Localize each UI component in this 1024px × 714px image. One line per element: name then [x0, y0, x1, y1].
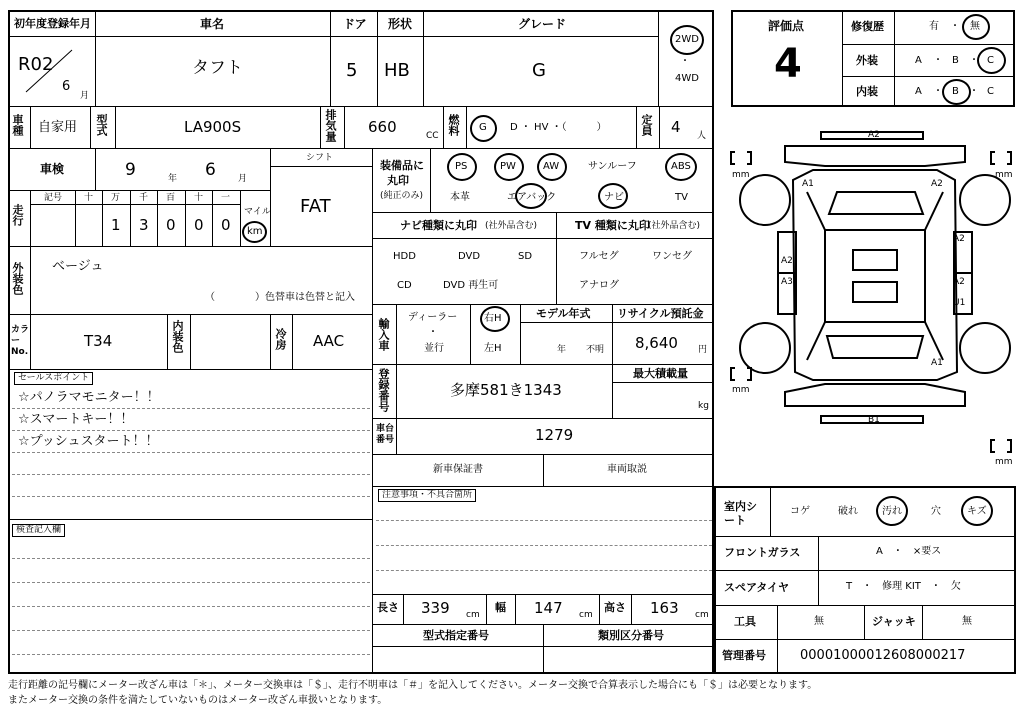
- damage-mark: A2: [953, 234, 965, 244]
- equip-navi: ナビ: [604, 192, 624, 203]
- divider: [714, 536, 1016, 537]
- tv-analog: アナログ: [579, 280, 619, 291]
- damage-mark: A2: [781, 256, 793, 266]
- seat-item: キズ: [967, 506, 987, 517]
- dim-unit: cm: [579, 610, 593, 620]
- disp-label: 排気量: [324, 109, 337, 142]
- divider: [842, 44, 1015, 45]
- tv-label: TV 種類に丸印: [575, 219, 650, 232]
- width-value: 147: [534, 599, 563, 617]
- import-label: 輸入車: [377, 318, 390, 351]
- divider: [95, 148, 96, 190]
- grade-c: C: [987, 86, 994, 97]
- mileage-unit-3: 百: [166, 193, 176, 203]
- ac-label: 冷房: [274, 328, 287, 350]
- seat-item: 汚れ: [882, 506, 902, 517]
- equip-label-1: 装備品に: [380, 159, 424, 172]
- drive-dot: ・: [680, 56, 690, 67]
- use-label: 車種: [11, 114, 24, 136]
- divider: [556, 212, 557, 304]
- import-dealer: ディーラー: [408, 312, 458, 323]
- chassis-label: 車台番号: [376, 424, 395, 445]
- cap-label: 定員: [640, 114, 653, 136]
- cap-unit: 人: [697, 131, 707, 141]
- divider: [612, 382, 714, 383]
- divider: [8, 369, 372, 370]
- divider: [75, 190, 76, 246]
- drive-4wd: 4WD: [675, 73, 699, 84]
- divider: [8, 36, 658, 37]
- grade-value: G: [532, 60, 546, 81]
- ruled-line: [12, 408, 370, 409]
- disp-unit: CC: [426, 131, 439, 141]
- equip-airbag: エアバック: [507, 192, 557, 203]
- mm-label: mm: [732, 170, 750, 180]
- divider: [372, 212, 714, 213]
- grade-dot: ・: [969, 55, 979, 66]
- divider: [894, 10, 895, 107]
- navi-sd: SD: [518, 251, 533, 262]
- seat-item: 穴: [931, 506, 941, 517]
- recycle-label: リサイクル預託金: [617, 307, 704, 320]
- fuel-options: D ・ HV ・（ ）: [510, 122, 607, 133]
- divider: [842, 10, 843, 107]
- divider: [8, 246, 372, 247]
- ruled-line: [12, 452, 370, 453]
- km-label: km: [247, 226, 263, 237]
- tv-full: フルセグ: [579, 251, 619, 262]
- mileage-unit-5: 一: [221, 193, 231, 203]
- divider: [30, 204, 240, 205]
- mileage-digit: 0: [166, 216, 176, 234]
- tv-one: ワンセグ: [652, 251, 692, 262]
- dim-unit: cm: [466, 610, 480, 620]
- footer-note: またメーター交換の条件を満たしていないものはメーター改ざん車扱いとなります。: [8, 695, 388, 706]
- damage-mark: A1: [931, 358, 943, 368]
- drive-2wd: 2WD: [675, 34, 699, 45]
- plate-label: 登録番号: [377, 368, 390, 412]
- exterior-label: 外装色: [11, 262, 24, 295]
- grade-b: B: [952, 55, 959, 66]
- use-value: 自家用: [38, 120, 78, 135]
- divider: [714, 639, 1016, 640]
- damage-mark: A3: [781, 277, 793, 287]
- divider: [377, 10, 378, 106]
- tool-label: 工具: [734, 615, 756, 628]
- divider: [270, 148, 271, 246]
- divider: [190, 314, 191, 369]
- divider: [403, 594, 404, 624]
- divider: [714, 605, 1016, 606]
- import-dot: ・: [428, 327, 438, 338]
- mm-label: mm: [995, 170, 1013, 180]
- dim-unit: cm: [695, 610, 709, 620]
- grade-a: A: [915, 86, 922, 97]
- length-value: 339: [421, 599, 450, 617]
- notes-label: 注意事項・不具合箇所: [378, 489, 476, 502]
- mileage-digit: 1: [111, 216, 121, 234]
- import-right: 右H: [484, 313, 502, 324]
- warranty-new: 新車保証書: [433, 464, 483, 475]
- chassis-value: 1279: [535, 426, 574, 444]
- damage-mark: U1: [953, 298, 966, 308]
- divider: [543, 624, 544, 674]
- mileage-sign-label: 記号: [44, 193, 63, 203]
- divider: [599, 594, 600, 624]
- ruled-line: [376, 545, 712, 546]
- divider: [157, 190, 158, 246]
- navi-dvd: DVD: [458, 251, 481, 262]
- divider: [8, 106, 714, 107]
- ruled-line: [12, 606, 370, 607]
- mileage-label: 走行: [11, 204, 24, 226]
- navi-dvd-play: DVD 再生可: [443, 280, 499, 291]
- door-value: 5: [346, 60, 358, 81]
- damage-mark: A2: [868, 130, 880, 140]
- divider: [631, 594, 632, 624]
- inspection-label: 車検: [40, 162, 65, 176]
- shape-label: 形状: [388, 17, 413, 31]
- divider: [102, 190, 103, 246]
- divider: [320, 106, 321, 148]
- exterior-value: ベージュ: [52, 259, 104, 274]
- reg-month-unit: 月: [80, 91, 90, 101]
- divider: [372, 304, 714, 305]
- color-no-value: T34: [84, 332, 113, 350]
- maxload-label: 最大積載量: [633, 367, 688, 380]
- divider: [30, 190, 31, 246]
- glass-label: フロントガラス: [724, 546, 801, 559]
- divider: [396, 304, 397, 364]
- ruled-line: [12, 430, 370, 431]
- year-unit: 年: [168, 174, 178, 184]
- recycle-value: 8,640: [635, 334, 678, 352]
- equip-label-2: 丸印: [387, 174, 409, 187]
- divider: [659, 106, 660, 148]
- inspection-year: 9: [125, 160, 136, 180]
- interior-color-label: 内装色: [171, 320, 184, 353]
- warranty-manual: 車両取説: [607, 464, 647, 475]
- divider: [167, 314, 168, 369]
- divider: [470, 304, 471, 364]
- equip-label-3: (純正のみ): [380, 191, 424, 201]
- navi-hdd: HDD: [393, 251, 416, 262]
- divider: [372, 418, 714, 419]
- sales-line: ☆プッシュスタート！！: [18, 434, 159, 449]
- divider: [130, 190, 131, 246]
- divider: [466, 106, 467, 148]
- class-number-label: 類別区分番号: [598, 629, 664, 642]
- mileage-digit: 3: [139, 216, 149, 234]
- fuel-g: G: [479, 122, 487, 133]
- equip-abs: ABS: [671, 161, 691, 172]
- model-value: LA900S: [184, 118, 242, 136]
- eval-label: 評価点: [768, 19, 805, 33]
- ruled-line: [376, 520, 712, 521]
- ruled-line: [12, 474, 370, 475]
- mileage-digit: 0: [194, 216, 204, 234]
- repair-no: 無: [970, 21, 980, 32]
- divider: [543, 454, 544, 486]
- divider: [770, 486, 771, 536]
- ruled-line: [12, 630, 370, 631]
- inspection-month: 6: [205, 160, 216, 180]
- divider: [240, 190, 241, 246]
- navi-label: ナビ種類に丸印: [400, 219, 477, 232]
- divider: [8, 519, 372, 520]
- damage-mark: A2: [953, 277, 965, 287]
- mileage-unit-4: 十: [194, 193, 204, 203]
- divider: [922, 605, 923, 639]
- grade-dot: ・: [933, 86, 943, 97]
- import-left: 左H: [484, 343, 502, 354]
- divider: [777, 605, 778, 639]
- equip-aw: AW: [543, 161, 560, 172]
- equip-tv: TV: [675, 192, 688, 203]
- shift-value: FAT: [300, 196, 331, 217]
- divider: [486, 594, 487, 624]
- divider: [372, 148, 373, 674]
- cap-value: 4: [671, 118, 681, 136]
- shape-value: HB: [384, 60, 410, 81]
- seat-label: 室内シート: [724, 500, 757, 528]
- divider: [270, 166, 372, 167]
- damage-mark: B1: [868, 415, 880, 425]
- divider: [658, 10, 659, 106]
- footer-note: 走行距離の記号欄にメーター改ざん車は「＊」、メーター交換車は「＄」、走行不明車は「＃」を記入してください。メーター交換で合算表示した場合にも「＄」は必要となります。: [8, 680, 818, 691]
- equip-pw: PW: [500, 161, 516, 172]
- door-label: ドア: [343, 17, 367, 31]
- jack-value: 無: [962, 616, 972, 627]
- mm-label: mm: [995, 457, 1013, 467]
- repair-yes: 有: [929, 21, 939, 32]
- divider: [185, 190, 186, 246]
- width-label: 幅: [495, 601, 506, 614]
- grade-a: A: [915, 55, 922, 66]
- ac-value: AAC: [313, 332, 345, 350]
- mm-label: mm: [732, 385, 750, 395]
- equip-ps: PS: [455, 161, 468, 172]
- import-parallel: 並行: [424, 343, 444, 354]
- reg-label: 初年度登録年月: [14, 17, 91, 30]
- ext-label: 外装: [856, 54, 878, 67]
- tv-sub: (社外品含む): [648, 221, 701, 231]
- fuel-label: 燃料: [447, 114, 460, 136]
- divider: [423, 10, 424, 106]
- color-no-label: カラーNo.: [11, 325, 30, 357]
- divider: [372, 646, 714, 647]
- ruled-line: [12, 654, 370, 655]
- divider: [430, 148, 431, 212]
- mgmt-label: 管理番号: [722, 649, 766, 662]
- length-label: 長さ: [377, 601, 399, 614]
- model-year-unit: 年: [557, 345, 567, 355]
- ruled-line: [376, 570, 712, 571]
- reg-era: R02: [18, 54, 54, 75]
- divider: [372, 238, 714, 239]
- seat-item: 破れ: [838, 506, 858, 517]
- car-name: タフト: [192, 58, 243, 78]
- reg-month: 6: [62, 79, 71, 94]
- divider: [714, 570, 1016, 571]
- equip-sunroof: サンルーフ: [588, 161, 637, 172]
- tool-value: 無: [814, 616, 824, 627]
- divider: [344, 106, 345, 148]
- shift-label: シフト: [306, 153, 334, 163]
- check-label: 検査記入欄: [12, 524, 65, 537]
- grade-label: グレード: [518, 17, 567, 31]
- recycle-unit: 円: [698, 345, 708, 355]
- mile-label: マイル: [244, 207, 271, 217]
- mileage-unit-2: 千: [139, 193, 149, 203]
- ruled-line: [12, 582, 370, 583]
- divider: [270, 314, 271, 369]
- spare-label: スペアタイヤ: [724, 581, 790, 594]
- mileage-unit-1: 万: [111, 193, 121, 203]
- divider: [443, 106, 444, 148]
- exterior-note: （ ）色替車は色替と記入: [205, 292, 355, 303]
- height-label: 高さ: [604, 601, 626, 614]
- glass-value: A ・ ×要ス: [876, 546, 942, 557]
- equip-leather: 本革: [450, 192, 470, 203]
- disp-value: 660: [368, 118, 397, 136]
- mileage-digit: 0: [221, 216, 231, 234]
- plate-value: 多摩581き1343: [450, 381, 562, 399]
- grade-dot: ・: [933, 55, 943, 66]
- damage-mark: A2: [931, 179, 943, 189]
- divider: [330, 10, 331, 106]
- vehicle-damage-diagram: [725, 122, 1024, 482]
- damage-mark: A1: [802, 179, 814, 189]
- car-name-label: 車名: [200, 17, 225, 31]
- sales-line: ☆パノラマモニター！！: [18, 390, 160, 405]
- grade-b: B: [952, 86, 959, 97]
- divider: [864, 605, 865, 639]
- grade-dot: ・: [969, 86, 979, 97]
- divider: [212, 190, 213, 246]
- int-label: 内装: [856, 85, 878, 98]
- mileage-unit-0: 十: [84, 193, 94, 203]
- divider: [372, 364, 714, 365]
- type-number-label: 型式指定番号: [423, 629, 489, 642]
- height-value: 163: [650, 599, 679, 617]
- divider: [396, 364, 397, 454]
- model-year-label: モデル年式: [536, 307, 591, 320]
- maxload-unit: kg: [698, 401, 709, 411]
- repair-label: 修復歴: [851, 20, 884, 33]
- divider: [520, 304, 521, 364]
- divider: [115, 106, 116, 148]
- navi-cd: CD: [397, 280, 412, 291]
- ruled-line: [12, 558, 370, 559]
- grade-c: C: [987, 55, 994, 66]
- divider: [372, 594, 714, 595]
- divider: [30, 246, 31, 314]
- sales-label: セールスポイント: [14, 372, 93, 385]
- divider: [8, 190, 270, 191]
- divider: [515, 594, 516, 624]
- divider: [30, 106, 31, 148]
- repair-dot: ・: [950, 21, 960, 32]
- divider: [90, 106, 91, 148]
- mgmt-value: 0000100001260800021​7: [800, 648, 966, 663]
- navi-sub: (社外品含む): [485, 221, 538, 231]
- sales-line: ☆スマートキー！！: [18, 412, 134, 427]
- divider: [292, 314, 293, 369]
- divider: [30, 314, 31, 369]
- divider: [818, 536, 819, 605]
- month-unit: 月: [238, 174, 248, 184]
- model-year-unknown: 不明: [586, 345, 605, 355]
- divider: [372, 486, 714, 487]
- main-form-frame: [8, 10, 714, 674]
- divider: [95, 10, 96, 106]
- ruled-line: [12, 496, 370, 497]
- model-label: 型式: [95, 114, 108, 136]
- jack-label: ジャッキ: [872, 615, 916, 628]
- seat-item: コゲ: [790, 506, 810, 517]
- divider: [8, 148, 714, 149]
- eval-score: 4: [774, 41, 802, 87]
- divider: [520, 322, 714, 323]
- divider: [777, 639, 778, 674]
- spare-value: T ・ 修理 KIT ・ 欠: [846, 581, 961, 592]
- divider: [842, 76, 1015, 77]
- divider: [636, 106, 637, 148]
